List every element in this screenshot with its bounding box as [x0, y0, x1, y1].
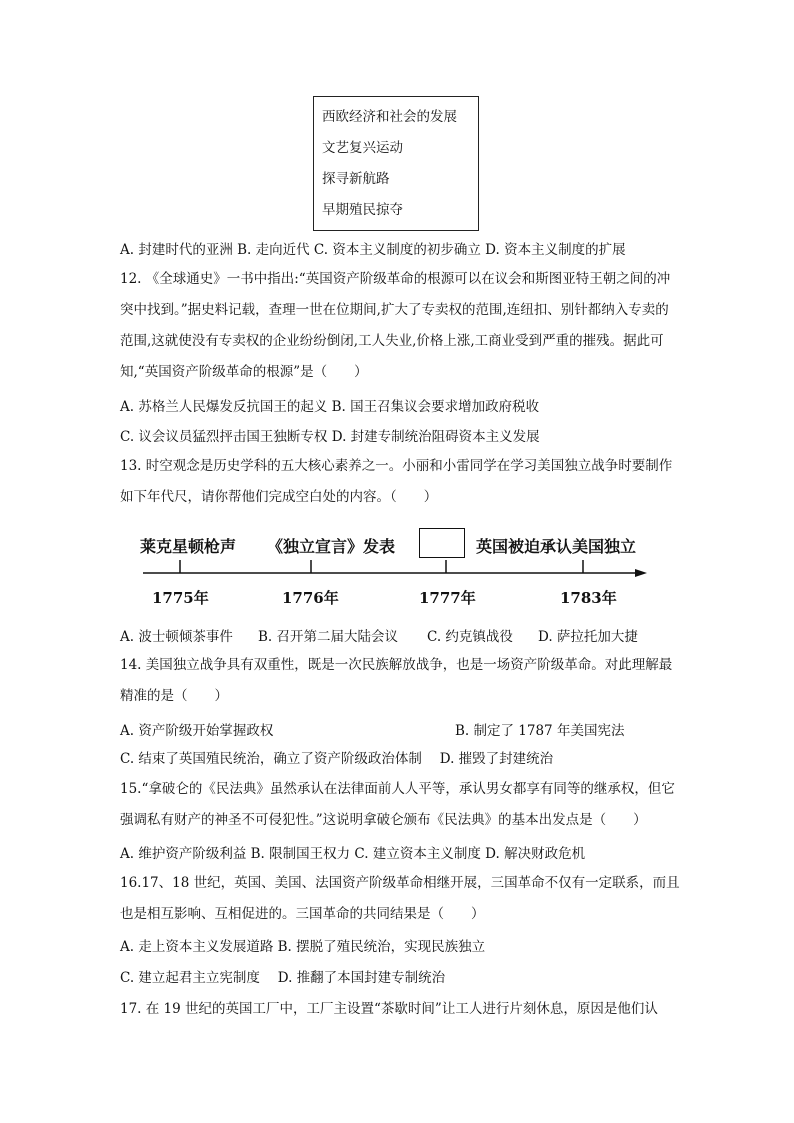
q12-options-cd: C. 议会议员猛烈抨击国王独断专权 D. 封建专制统治阻碍资本主义发展 [120, 429, 540, 445]
q13-option-d: D. 萨拉托加大捷 [538, 629, 638, 645]
q16-options-cd: C. 建立起君主立宪制度 D. 推翻了本国封建专制统治 [120, 970, 446, 986]
box-item: 早期殖民掠夺 [322, 202, 403, 218]
q12-options-ab: A. 苏格兰人民爆发反抗国王的起义 B. 国王召集议会要求增加政府税收 [120, 399, 540, 415]
timeline-event: 莱克星顿枪声 [140, 537, 237, 556]
timeline-year: 1783年 [560, 589, 617, 607]
timeline [120, 520, 660, 620]
q17-stem: 17. 在 19 世纪的英国工厂中，工厂主设置“茶歇时间”让工人进行片刻休息，原因是他们认 [120, 1001, 658, 1017]
q15-stem: 15.“拿破仑的《民法典》虽然承认在法律面前人人平等，承认男女都享有同等的继承权，但它强调私有财产的神圣不可侵犯性。”这说明拿破仑颁布《民法典》的基本出发点是（ ） [120, 781, 675, 828]
q15-options: A. 维护资产阶级利益 B. 限制国王权力 C. 建立资本主义制度 D. 解决财政危机 [120, 846, 586, 862]
q16-options-ab: A. 走上资本主义发展道路 B. 摆脱了殖民统治，实现民族独立 [120, 939, 486, 955]
timeline-event: 《独立宣言》发表 [267, 537, 396, 556]
q14-options-cd: C. 结束了英国殖民统治，确立了资产阶级政治体制 D. 摧毁了封建统治 [120, 751, 554, 767]
timeline-year: 1777年 [419, 589, 476, 607]
q12-stem: 12. 《全球通史》一书中指出:“英国资产阶级革命的根源可以在议会和斯图亚特王朝之间的冲突中找到。”据史料记载，查理一世在位期间,扩大了专卖权的范围,连纽扣、别针都纳入专卖的范围,这就使没有专卖权的企业纷纷倒闭,工人失业,价格上涨,工商业受到严重的摧残。据此可知,“英国资产阶级革命的根源”是（ ） [120, 271, 671, 380]
topic-box [313, 96, 479, 231]
timeline-blank-box [419, 528, 465, 558]
box-item: 文艺复兴运动 [322, 140, 403, 156]
q13-option-a: A. 波士顿倾茶事件 [120, 629, 233, 645]
q11-options: A. 封建时代的亚洲 B. 走向近代 C. 资本主义制度的初步确立 D. 资本主义制度的扩展 [120, 242, 626, 258]
box-item: 西欧经济和社会的发展 [322, 109, 457, 125]
timeline-year: 1775年 [152, 589, 209, 607]
q13-stem: 13. 时空观念是历史学科的五大核心素养之一。小丽和小雷同学在学习美国独立战争时要制作如下年代尺，请你帮他们完成空白处的内容。（ ） [120, 458, 673, 505]
box-item: 探寻新航路 [322, 171, 390, 187]
q13-option-b: B. 召开第二届大陆会议 [258, 629, 399, 645]
q14-stem: 14. 美国独立战争具有双重性，既是一次民族解放战争，也是一场资产阶级革命。对此理解最精准的是（ ） [120, 657, 673, 704]
timeline-year: 1776年 [282, 589, 339, 607]
q14-option-b: B. 制定了 1787 年美国宪法 [455, 723, 625, 739]
q16-stem: 16.17、18 世纪，英国、美国、法国资产阶级革命相继开展，三国革命不仅有一定联系，而且也是相互影响、互相促进的。三国革命的共同结果是（ ） [120, 875, 680, 922]
timeline-event: 英国被迫承认美国独立 [476, 537, 637, 556]
q14-option-a: A. 资产阶级开始掌握政权 [120, 723, 274, 739]
q13-option-c: C. 约克镇战役 [427, 629, 513, 645]
